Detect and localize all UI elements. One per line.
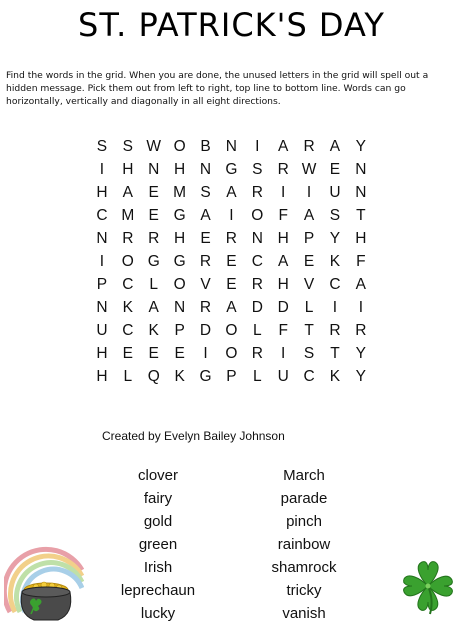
grid-letter: R: [251, 276, 263, 294]
grid-letter: I: [203, 345, 208, 363]
grid-letter: R: [251, 183, 263, 201]
grid-letter: N: [199, 160, 212, 178]
grid-letter: E: [174, 345, 185, 363]
grid-letter: A: [200, 206, 211, 224]
grid-letter: P: [226, 368, 237, 386]
grid-letter: D: [277, 299, 289, 317]
grid-letter: U: [277, 368, 289, 386]
grid-letter: P: [174, 322, 185, 340]
grid-letter: R: [199, 253, 212, 271]
grid-letter: E: [226, 276, 237, 294]
grid-letter: C: [329, 276, 341, 294]
word-list-right: [244, 464, 364, 625]
grid-letter: I: [99, 160, 105, 178]
instructions-text: Find the words in the grid. When you are done, the unused letters in the grid will spell out a hidden message. Pick them out from left to right, top line to bottom line. Words can go horizontally, vertically and diagonally in all eight directions.: [6, 70, 429, 108]
grid-letter: O: [121, 253, 134, 271]
grid-letter: H: [277, 229, 289, 247]
grid-letter: Y: [355, 368, 367, 386]
grid-letter: N: [96, 229, 108, 247]
grid-letter: N: [174, 299, 186, 317]
grid-letter: N: [96, 299, 108, 317]
word-list-item: tricky: [286, 582, 322, 599]
grid-letter: L: [252, 322, 262, 340]
grid-letter: S: [122, 137, 133, 155]
grid-letter: E: [148, 183, 159, 201]
grid-letter: T: [304, 322, 314, 340]
grid-letter: I: [332, 299, 338, 317]
grid-letter: H: [174, 160, 186, 178]
grid-letter: G: [199, 368, 212, 386]
grid-letter: L: [252, 368, 262, 386]
grid-letter: L: [123, 368, 133, 386]
word-list-item: pinch: [286, 513, 322, 530]
word-list-item: green: [138, 536, 178, 553]
grid-letter: I: [229, 206, 234, 224]
grid-letter: V: [200, 276, 211, 294]
grid-letter: U: [96, 322, 108, 340]
grid-letter: A: [355, 276, 367, 294]
grid-row: [89, 274, 374, 297]
grid-letter: R: [329, 322, 341, 340]
grid-row: [89, 204, 374, 227]
word-list-item: shamrock: [271, 559, 337, 576]
grid-letter: R: [303, 137, 315, 155]
page-title: ST. PATRICK'S DAY: [78, 6, 385, 44]
grid-letter: V: [303, 276, 315, 294]
word-list-item: clover: [137, 467, 178, 484]
grid-letter: R: [148, 229, 160, 247]
grid-letter: S: [96, 137, 108, 155]
grid-letter: O: [251, 206, 264, 224]
word-list-item: vanish: [282, 605, 326, 622]
grid-letter: S: [329, 206, 341, 224]
author-credit: Created by Evelyn Bailey Johnson: [102, 429, 285, 443]
grid-letter: B: [200, 137, 211, 155]
grid-letter: Q: [147, 368, 160, 386]
grid-row: [89, 227, 374, 250]
grid-letter: F: [278, 322, 288, 340]
grid-letter: R: [225, 229, 237, 247]
grid-letter: P: [96, 276, 108, 294]
grid-letter: S: [252, 160, 263, 178]
grid-letter: Y: [329, 229, 341, 247]
grid-letter: O: [225, 322, 238, 340]
grid-letter: T: [356, 206, 366, 224]
grid-letter: A: [278, 253, 289, 271]
grid-letter: G: [225, 160, 238, 178]
grid-letter: O: [225, 345, 238, 363]
grid-letter: C: [96, 206, 108, 224]
grid-letter: T: [330, 345, 340, 363]
grid-letter: I: [358, 299, 363, 317]
word-list-item: lucky: [140, 605, 176, 622]
grid-letter: A: [303, 206, 315, 224]
word-list-item: gold: [143, 513, 173, 530]
grid-letter: A: [226, 299, 237, 317]
grid-letter: A: [329, 137, 341, 155]
grid-letter: I: [255, 137, 260, 155]
grid-letter: L: [149, 276, 159, 294]
grid-letter: E: [148, 345, 159, 363]
grid-letter: P: [303, 229, 315, 247]
grid-letter: E: [122, 345, 133, 363]
grid-letter: H: [277, 276, 289, 294]
grid-letter: S: [303, 345, 315, 363]
grid-letter: O: [173, 276, 186, 294]
grid-row: [89, 297, 374, 320]
grid-letter: M: [121, 206, 135, 224]
grid-letter: G: [147, 253, 160, 271]
word-list-left: [98, 464, 218, 625]
grid-letter: H: [174, 229, 186, 247]
grid-letter: E: [148, 206, 159, 224]
grid-letter: F: [356, 253, 366, 271]
grid-letter: K: [122, 299, 133, 317]
grid-letter: D: [251, 299, 263, 317]
grid-row: [89, 181, 374, 204]
word-list-item: leprechaun: [120, 582, 196, 599]
four-leaf-clover-icon: [400, 556, 456, 616]
grid-letter: K: [329, 368, 341, 386]
grid-letter: O: [173, 137, 186, 155]
grid-letter: A: [148, 299, 159, 317]
grid-letter: C: [303, 368, 315, 386]
grid-letter: A: [278, 137, 289, 155]
grid-letter: Y: [355, 345, 367, 363]
grid-row: [89, 343, 374, 366]
grid-letter: E: [200, 229, 211, 247]
grid-letter: E: [226, 253, 237, 271]
grid-letter: N: [251, 229, 263, 247]
grid-letter: U: [329, 183, 341, 201]
grid-letter: K: [174, 368, 185, 386]
grid-letter: C: [122, 322, 134, 340]
word-list-item: parade: [280, 490, 328, 507]
grid-letter: Y: [355, 137, 367, 155]
grid-letter: R: [199, 299, 212, 317]
word-list-item: fairy: [143, 490, 173, 507]
grid-letter: E: [303, 253, 315, 271]
word-list-item: March: [283, 467, 325, 484]
grid-row: [89, 158, 374, 181]
grid-letter: R: [122, 229, 134, 247]
grid-letter: W: [146, 137, 162, 155]
grid-letter: A: [226, 183, 237, 201]
grid-letter: H: [355, 229, 367, 247]
word-list-item: rainbow: [277, 536, 331, 553]
grid-letter: H: [96, 368, 108, 386]
grid-letter: W: [301, 160, 317, 178]
grid-letter: N: [225, 137, 237, 155]
grid-letter: D: [199, 322, 212, 340]
grid-letter: G: [173, 253, 186, 271]
grid-row: [89, 366, 374, 389]
grid-letter: C: [122, 276, 134, 294]
grid-letter: H: [122, 160, 134, 178]
word-search-grid: [89, 135, 374, 389]
grid-letter: A: [122, 183, 133, 201]
grid-letter: M: [173, 183, 187, 201]
grid-letter: R: [251, 345, 263, 363]
grid-letter: H: [96, 345, 108, 363]
grid-letter: H: [96, 183, 108, 201]
grid-letter: N: [355, 160, 367, 178]
grid-letter: N: [355, 183, 367, 201]
grid-letter: C: [251, 253, 263, 271]
grid-letter: E: [329, 160, 341, 178]
grid-letter: L: [304, 299, 314, 317]
grid-row: [89, 250, 374, 273]
grid-row: [89, 135, 374, 158]
grid-letter: I: [281, 345, 286, 363]
grid-letter: K: [329, 253, 341, 271]
rainbow-pot-of-gold-icon: [4, 542, 84, 622]
word-list-item: Irish: [143, 559, 173, 576]
grid-letter: I: [281, 183, 286, 201]
grid-letter: R: [355, 322, 367, 340]
grid-letter: G: [173, 206, 186, 224]
grid-letter: I: [306, 183, 312, 201]
grid-letter: F: [278, 206, 288, 224]
grid-letter: S: [200, 183, 211, 201]
grid-letter: N: [148, 160, 160, 178]
grid-row: [89, 320, 374, 343]
grid-letter: I: [99, 253, 105, 271]
grid-letter: R: [277, 160, 289, 178]
grid-letter: K: [148, 322, 159, 340]
